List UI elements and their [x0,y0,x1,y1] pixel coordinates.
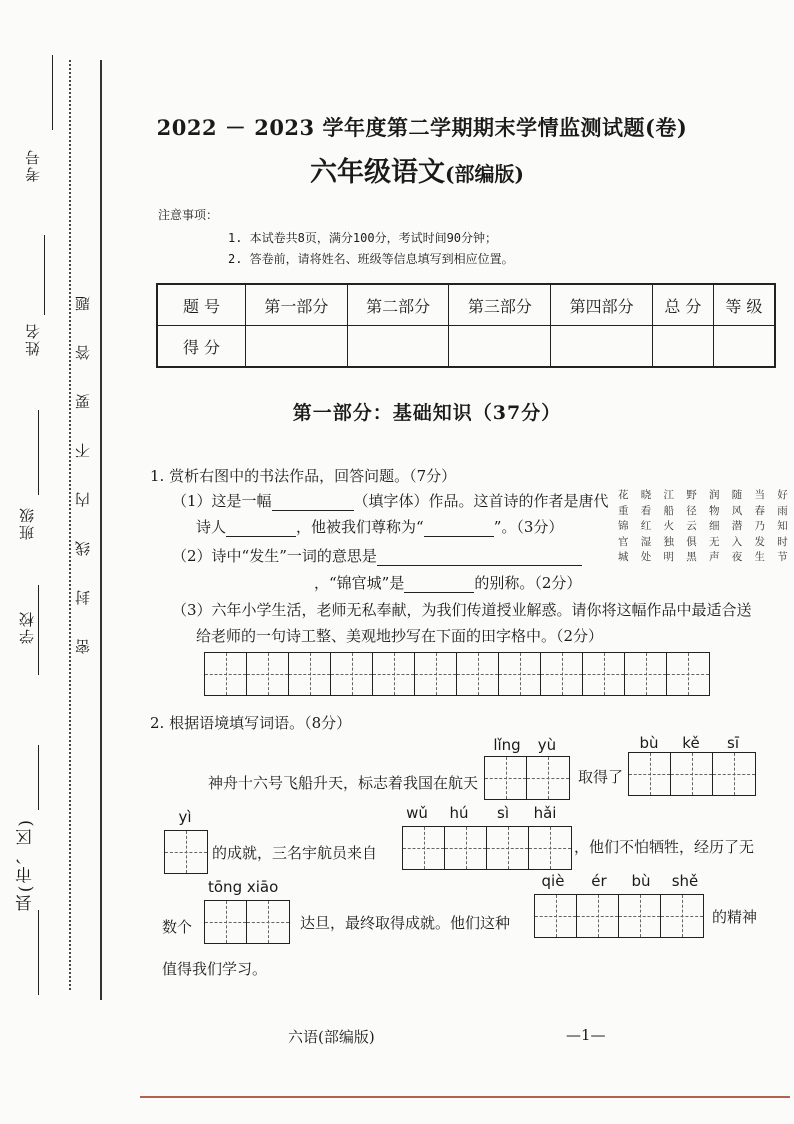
calligraphy-column: 花重锦官城 [618,489,629,563]
tianzige-cell[interactable] [527,757,569,799]
seal-text: 密封线内不要答题 [74,262,92,654]
score-input-cell[interactable] [713,326,775,368]
tianzige-cell[interactable] [415,653,457,695]
pinyin: sì [497,804,509,822]
poet-name-blank[interactable] [226,536,296,537]
pinyin: sī [727,734,739,752]
score-header-cell: 第三部分 [449,284,551,326]
tianzige-cell[interactable] [671,753,713,795]
pinyin: yì [178,808,192,826]
tianzige-cell[interactable] [485,757,527,799]
q1-stem: 1. 赏析右图中的书法作品，回答问题。（7分） [150,467,457,485]
pinyin: kě [682,734,700,752]
score-table-score-row [157,326,775,368]
tianzige-cell[interactable] [535,895,577,937]
exam-subtitle: 六年级语文(部编版) [310,157,524,188]
tianzige-cell[interactable] [541,653,583,695]
notice-item-1: 1. 本试卷共8页，满分100分，考试时间90分钟； [228,231,498,245]
tianzige-cell[interactable] [165,831,207,873]
score-header-cell: 等 级 [713,284,775,326]
city-name-blank[interactable] [404,592,474,593]
tianzige-cell[interactable] [457,653,499,695]
name-label: 姓名 [24,322,42,356]
tianzige-cell[interactable] [205,653,247,695]
tianzige-cell[interactable] [629,753,671,795]
pinyin: qiè [541,872,565,890]
score-header-cell: 第一部分 [246,284,348,326]
score-input-cell[interactable] [246,326,348,368]
calligraphy-column: 好雨知时节 [777,489,788,563]
tianzige-cell[interactable] [331,653,373,695]
name-line [44,235,45,315]
school-label: 学校 [18,610,36,644]
tianzige-cell[interactable] [247,653,289,695]
notice-item-2: 2. 答卷前，请将姓名、班级等信息填写到相应位置。 [228,252,514,266]
score-header-cell: 第四部分 [551,284,653,326]
answer-box-bukesi [628,752,756,796]
pinyin: hǎi [533,804,557,822]
q2-sentence-1: 神舟十六号飞船升天，标志着我国在航天 [208,774,479,792]
q2-sentence-6: 达旦，最终取得成就。他们这种 [300,914,511,932]
q1-part2-line1: （2）诗中“发生”一词的意思是 [172,545,582,566]
footer-subject: 六语(部编版) [288,1028,375,1046]
county-line-2 [38,910,39,995]
score-header-cell: 第二部分 [347,284,449,326]
county-line-1 [38,745,39,810]
tianzige-cell[interactable] [205,901,247,943]
pinyin: bù [639,734,659,752]
poet-title-blank[interactable] [424,536,494,537]
calligraphy-column: 当春乃发生 [754,489,765,563]
pinyin: hú [449,804,469,822]
tianzige-cell[interactable] [577,895,619,937]
pinyin: tōng xiāo [208,878,279,896]
answer-box-qieerbushe [534,894,704,938]
q2-sentence-2: 取得了 [578,768,624,786]
pinyin: bù [631,872,651,890]
seal-solid-line [100,60,102,1000]
font-style-blank[interactable] [272,510,354,511]
answer-box-lingyu [484,756,570,800]
calligraphy-column: 随风潜入夜 [731,489,743,563]
tianzige-cell[interactable] [403,827,445,869]
q1-part3-line1: （3）六年小学生活，老师无私奉献，为我们传道授业解惑。请你将这幅作品中最适合送 [172,601,752,619]
answer-box-yi [164,830,208,874]
calligraphy-column: 野径云俱黑 [686,489,697,563]
q2-sentence-5: 数个 [162,918,193,936]
score-header-cell: 题 号 [157,284,246,326]
q2-sentence-7: 的精神 [712,908,758,926]
calligraphy-column: 江船火独明 [663,489,674,563]
county-label: 县(市、区) [16,818,36,912]
tianzige-cell[interactable] [625,653,667,695]
calligraphy-column: 润物细无声 [709,489,720,563]
q1-part1-line2: 诗人 ，他被我们尊称为“ ”。（3分） [196,518,564,536]
score-input-cell[interactable] [652,326,713,368]
score-row-label: 得 分 [157,326,246,368]
score-input-cell[interactable] [449,326,551,368]
tianzige-cell[interactable] [289,653,331,695]
score-input-cell[interactable] [551,326,653,368]
calligraphy-artwork [618,488,794,566]
score-table [156,283,776,368]
tianzige-cell[interactable] [619,895,661,937]
page-number: —1— [566,1026,606,1044]
tianzige-cell[interactable] [499,653,541,695]
answer-box-wuhusihai [402,826,572,870]
tianzige-cell[interactable] [247,901,289,943]
exam-title: 2022 － 2023 学年度第二学期期末学情监测试题(卷) [156,115,688,140]
score-table-header-row [157,284,775,326]
tianzige-cell[interactable] [529,827,571,869]
q1-part1-line1: （1）这是一幅 （填字体）作品。这首诗的作者是唐代 [172,492,609,510]
answer-box-tongxiao [204,900,290,944]
q2-sentence-4: ，他们不怕牺牲，经历了无 [574,838,755,856]
tianzige-cell[interactable] [661,895,703,937]
tianzige-cell[interactable] [667,653,709,695]
q1-part2-line2: ，“锦官城”是 的别称。（2分） [314,574,582,592]
tianzige-cell[interactable] [583,653,625,695]
seal-dotted-line [69,60,71,990]
q2-stem: 2. 根据语境填写词语。（8分） [150,714,352,732]
meaning-blank[interactable] [377,565,582,566]
tianzige-cell[interactable] [373,653,415,695]
q1-part3-line2: 给老师的一句诗工整、美观地抄写在下面的田字格中。（2分） [196,627,604,645]
class-label: 班级 [18,506,36,540]
exam-id-label: 考号 [24,148,42,182]
q2-sentence-8: 值得我们学习。 [162,960,268,978]
tianzige-cell[interactable] [445,827,487,869]
tianzige-cell[interactable] [713,753,755,795]
q2-sentence-3: 的成就，三名宇航员来自 [212,844,378,862]
pinyin: shě [671,872,699,890]
pinyin: lǐng [493,736,521,754]
school-line [38,585,39,675]
tianzige-cell[interactable] [487,827,529,869]
pinyin: wǔ [406,804,428,822]
section-title: 第一部分：基础知识（37分） [292,402,562,424]
copy-grid [204,652,710,696]
score-input-cell[interactable] [347,326,449,368]
notice-heading: 注意事项： [158,208,219,222]
pinyin: yù [537,736,557,754]
pinyin: ér [591,872,607,890]
calligraphy-column: 晓看红湿处 [640,489,652,563]
bottom-rule [140,1096,790,1098]
score-header-cell: 总 分 [652,284,713,326]
